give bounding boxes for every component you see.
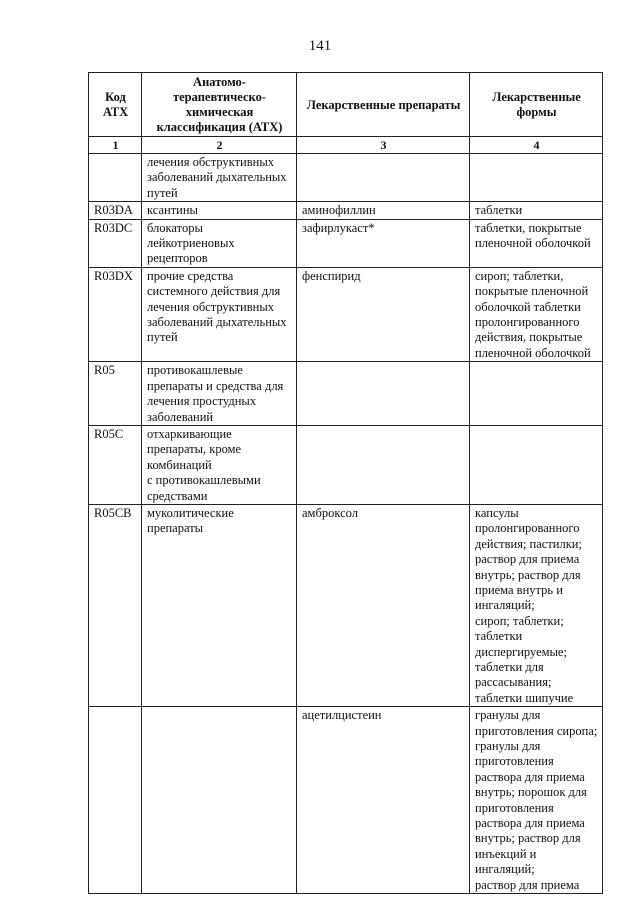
table-body [89,154,603,894]
cell-drug [297,154,470,202]
table-row [89,202,603,219]
cell-classification [142,707,297,894]
cell-drug: амброксол [297,504,470,706]
cell-code: R03DA [89,202,142,219]
header-classification: Анатомо- терапевтическо- химическая классификация (АТХ) [142,73,297,137]
cell-classification: муколитические препараты [142,504,297,706]
cell-code [89,707,142,894]
table-row [89,267,603,361]
cell-forms: гранулы для приготовления сиропа; гранулы для приготовления раствора для приема внутрь; порошок для приготовления раствора для приема внутрь; раствор для инъекций и ингаляций; раствор для приема [470,707,603,894]
table-row [89,707,603,894]
table-row [89,362,603,426]
cell-forms: таблетки [470,202,603,219]
cell-classification: лечения обструктивных заболеваний дыхательных путей [142,154,297,202]
table-row [89,219,603,267]
column-number: 3 [297,137,470,154]
cell-forms [470,425,603,504]
cell-forms [470,362,603,426]
header-row [89,73,603,137]
table-row [89,154,603,202]
cell-classification: блокаторы лейкотриеновых рецепторов [142,219,297,267]
cell-drug [297,425,470,504]
cell-code: R05C [89,425,142,504]
header-forms: Лекарственные формы [470,73,603,137]
cell-forms: сироп; таблетки, покрытые пленочной оболочкой таблетки пролонгированного действия, покрытые пленочной оболочкой [470,267,603,361]
cell-classification: прочие средства системного действия для лечения обструктивных заболеваний дыхательных путей [142,267,297,361]
atx-table [88,72,603,894]
cell-forms [470,154,603,202]
cell-drug [297,362,470,426]
cell-drug: ацетилцистеин [297,707,470,894]
table-row [89,425,603,504]
cell-code: R05CB [89,504,142,706]
cell-forms: капсулы пролонгированного действия; пастилки; раствор для приема внутрь; раствор для приема внутрь и ингаляций; сироп; таблетки; таблетки диспергируемые; таблетки для рассасывания; таблетки шипучие [470,504,603,706]
cell-classification: отхаркивающие препараты, кроме комбинаций с противокашлевыми средствами [142,425,297,504]
header-drugs: Лекарственные препараты [297,73,470,137]
cell-drug: фенспирид [297,267,470,361]
cell-code: R05 [89,362,142,426]
page-number: 141 [308,38,332,54]
cell-classification: ксантины [142,202,297,219]
cell-forms: таблетки, покрытые пленочной оболочкой [470,219,603,267]
cell-classification: противокашлевые препараты и средства для лечения простудных заболеваний [142,362,297,426]
column-number: 2 [142,137,297,154]
cell-drug: зафирлукаст* [297,219,470,267]
column-number: 1 [89,137,142,154]
column-number-row [89,137,603,154]
cell-code: R03DX [89,267,142,361]
cell-code [89,154,142,202]
table-row [89,504,603,706]
column-number: 4 [470,137,603,154]
header-code: Код АТХ [89,73,142,137]
cell-code: R03DC [89,219,142,267]
cell-drug: аминофиллин [297,202,470,219]
